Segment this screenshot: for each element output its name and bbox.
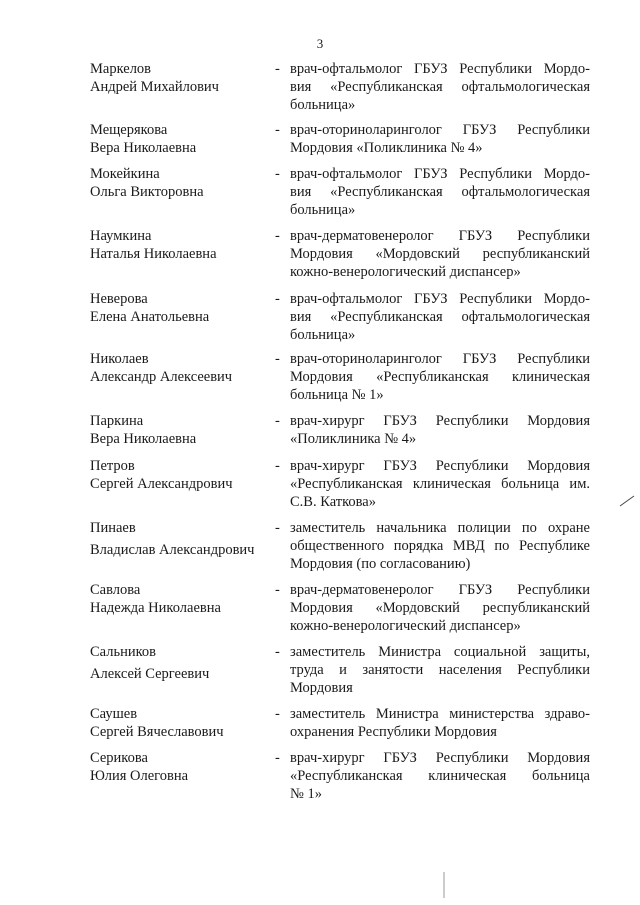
person-surname: Серикова bbox=[90, 750, 148, 766]
person-surname: Наумкина bbox=[90, 228, 152, 244]
person-surname: Мокейкина bbox=[90, 166, 160, 182]
person-name bbox=[90, 519, 270, 559]
separator-dash: - bbox=[275, 291, 280, 307]
position-line: врач-хирург ГБУЗ Республики Мордовия bbox=[290, 750, 590, 766]
person-surname: Сальников bbox=[90, 644, 157, 660]
person-position bbox=[290, 350, 590, 404]
person-given-name: Юлия Олеговна bbox=[90, 768, 189, 784]
person-position bbox=[290, 290, 590, 344]
separator-dash: - bbox=[275, 706, 280, 722]
person-given-name: Надежда Николаевна bbox=[90, 600, 221, 616]
position-line: «Республиканская клиническая больница им. bbox=[290, 476, 590, 492]
position-line: больница» bbox=[290, 97, 356, 113]
person-surname: Петров bbox=[90, 458, 135, 474]
position-line: «Республиканская клиническая больница bbox=[290, 768, 590, 784]
separator-dash: - bbox=[275, 413, 280, 429]
person-surname: Савлова bbox=[90, 582, 141, 598]
position-line: врач-оториноларинголог ГБУЗ Республики bbox=[290, 351, 590, 367]
person-given-name: Вера Николаевна bbox=[90, 431, 197, 447]
position-line: Мордовия (по согласованию) bbox=[290, 556, 471, 572]
person-position bbox=[290, 749, 590, 803]
person-position bbox=[290, 227, 590, 281]
position-line: больница» bbox=[290, 327, 356, 343]
position-line: врач-офтальмолог ГБУЗ Республики Мордо- bbox=[290, 291, 590, 307]
position-line: врач-дерматовенеролог ГБУЗ Республики bbox=[290, 228, 590, 244]
person-given-name: Алексей Сергеевич bbox=[90, 666, 210, 682]
position-line: кожно-венерологический диспансер» bbox=[290, 618, 521, 634]
person-position bbox=[290, 643, 590, 697]
position-line: Мордовия «Мордовский республиканский bbox=[290, 600, 590, 616]
position-line: труда и занятости населения Республики bbox=[290, 662, 590, 678]
separator-dash: - bbox=[275, 166, 280, 182]
position-line: общественного порядка МВД по Республике bbox=[290, 538, 590, 554]
person-name bbox=[90, 227, 270, 263]
page-number: 3 bbox=[316, 36, 324, 51]
position-line: Мордовия «Мордовский республиканский bbox=[290, 246, 590, 262]
position-line: заместитель Министра министерства здраво- bbox=[290, 706, 590, 722]
position-line: кожно-венерологический диспансер» bbox=[290, 264, 521, 280]
person-name bbox=[90, 643, 270, 683]
position-line: Мордовия bbox=[290, 680, 353, 696]
person-given-name: Сергей Александрович bbox=[90, 476, 233, 492]
person-given-name: Андрей Михайлович bbox=[90, 79, 219, 95]
person-name bbox=[90, 121, 270, 157]
person-name bbox=[90, 705, 270, 741]
person-given-name: Вера Николаевна bbox=[90, 140, 197, 156]
separator-dash: - bbox=[275, 582, 280, 598]
position-line: вия «Республиканская офтальмологическая bbox=[290, 309, 590, 325]
person-name bbox=[90, 412, 270, 448]
separator-dash: - bbox=[275, 750, 280, 766]
person-name bbox=[90, 165, 270, 201]
person-name bbox=[90, 60, 270, 96]
person-position bbox=[290, 581, 590, 635]
person-name bbox=[90, 457, 270, 493]
position-line: врач-хирург ГБУЗ Республики Мордовия bbox=[290, 413, 590, 429]
person-surname: Неверова bbox=[90, 291, 148, 307]
position-line: заместитель Министра социальной защиты, bbox=[290, 644, 590, 660]
person-position bbox=[290, 705, 590, 741]
person-surname: Николаев bbox=[90, 351, 149, 367]
position-line: врач-оториноларинголог ГБУЗ Республики bbox=[290, 122, 590, 138]
position-line: больница № 1» bbox=[290, 387, 384, 403]
person-given-name: Наталья Николаевна bbox=[90, 246, 217, 262]
person-position bbox=[290, 60, 590, 114]
person-given-name: Александр Алексеевич bbox=[90, 369, 233, 385]
position-line: охранения Республики Мордовия bbox=[290, 724, 497, 740]
separator-dash: - bbox=[275, 351, 280, 367]
separator-dash: - bbox=[275, 458, 280, 474]
person-name bbox=[90, 749, 270, 785]
position-line: № 1» bbox=[290, 786, 322, 802]
position-line: Мордовия «Республиканская клиническая bbox=[290, 369, 590, 385]
position-line: врач-хирург ГБУЗ Республики Мордовия bbox=[290, 458, 590, 474]
person-given-name: Сергей Вячеславович bbox=[90, 724, 224, 740]
separator-dash: - bbox=[275, 228, 280, 244]
position-line: «Поликлиника № 4» bbox=[290, 431, 417, 447]
position-line: врач-офтальмолог ГБУЗ Республики Мордо- bbox=[290, 166, 590, 182]
separator-dash: - bbox=[275, 644, 280, 660]
person-given-name: Ольга Викторовна bbox=[90, 184, 204, 200]
person-surname: Маркелов bbox=[90, 61, 152, 77]
person-position bbox=[290, 519, 590, 573]
person-name bbox=[90, 581, 270, 617]
position-line: больница» bbox=[290, 202, 356, 218]
person-name bbox=[90, 350, 270, 386]
separator-dash: - bbox=[275, 520, 280, 536]
separator-dash: - bbox=[275, 122, 280, 138]
person-position bbox=[290, 412, 590, 448]
person-surname: Пинаев bbox=[90, 520, 136, 536]
position-line: Мордовия «Поликлиника № 4» bbox=[290, 140, 483, 156]
person-surname: Саушев bbox=[90, 706, 138, 722]
person-position bbox=[290, 121, 590, 157]
position-line: С.В. Каткова» bbox=[290, 494, 376, 510]
separator-dash: - bbox=[275, 61, 280, 77]
person-surname: Паркина bbox=[90, 413, 144, 429]
position-line: врач-дерматовенеролог ГБУЗ Республики bbox=[290, 582, 590, 598]
person-position bbox=[290, 457, 590, 511]
person-given-name: Елена Анатольевна bbox=[90, 309, 210, 325]
position-line: вия «Республиканская офтальмологическая bbox=[290, 184, 590, 200]
position-line: врач-офтальмолог ГБУЗ Республики Мордо- bbox=[290, 61, 590, 77]
person-name bbox=[90, 290, 270, 326]
person-given-name: Владислав Александрович bbox=[90, 542, 255, 558]
position-line: заместитель начальника полиции по охране bbox=[290, 520, 590, 536]
person-position bbox=[290, 165, 590, 219]
position-line: вия «Республиканская офтальмологическая bbox=[290, 79, 590, 95]
person-surname: Мещерякова bbox=[90, 122, 168, 138]
